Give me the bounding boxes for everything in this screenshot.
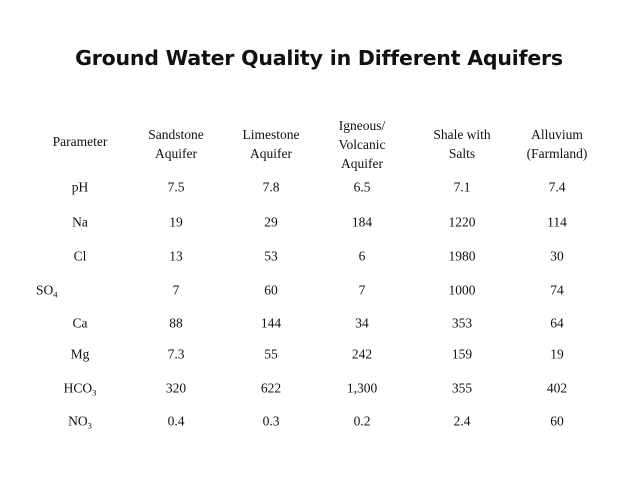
- column-header: [148, 125, 204, 163]
- table-cell: 353: [451, 315, 473, 331]
- column-header-line: Alluvium: [531, 127, 583, 142]
- row-parameter: [71, 345, 90, 364]
- column-header-line: Aquifer: [155, 146, 197, 161]
- column-header-line: Parameter: [52, 134, 108, 149]
- column-header-line: Volcanic: [338, 137, 386, 152]
- table-cell: 7: [358, 282, 366, 298]
- column-header: [433, 125, 490, 163]
- slide-title: Ground Water Quality in Different Aquifers: [75, 46, 563, 70]
- table-cell: 7.5: [167, 179, 185, 195]
- row-parameter: [72, 178, 89, 197]
- table-cell: 7.4: [548, 179, 566, 195]
- column-header-line: Aquifer: [250, 146, 292, 161]
- table-cell: 60: [550, 413, 564, 429]
- table-cell: 7.3: [167, 346, 185, 362]
- table-cell: 402: [546, 380, 568, 396]
- table-cell: 55: [264, 346, 278, 362]
- column-header: [339, 116, 386, 173]
- table-cell: 53: [264, 248, 278, 264]
- table-cell: 0.4: [167, 413, 185, 429]
- parameter-symbol: Na: [72, 214, 88, 230]
- row-parameter: [73, 314, 88, 333]
- column-header: [243, 125, 300, 163]
- table-cell: 7: [172, 282, 180, 298]
- table-cell: 355: [451, 380, 473, 396]
- column-header-line: Salts: [448, 146, 476, 161]
- parameter-subscript: 4: [53, 289, 58, 300]
- table-cell: 242: [351, 346, 373, 362]
- parameter-subscript: 3: [92, 387, 97, 398]
- parameter-symbol: Mg: [70, 346, 90, 362]
- parameter-symbol: Cl: [73, 248, 87, 264]
- parameter-symbol: NO: [68, 413, 88, 429]
- table-cell: 7.1: [453, 179, 471, 195]
- table-cell: 114: [547, 214, 567, 230]
- table-cell: 64: [550, 315, 564, 331]
- table-cell: 29: [264, 214, 278, 230]
- column-header-line: Igneous/: [338, 118, 386, 133]
- table-cell: 144: [260, 315, 282, 331]
- table-cell: 2.4: [453, 413, 471, 429]
- table-cell: 19: [550, 346, 564, 362]
- row-parameter: [64, 379, 97, 398]
- table-cell: 1220: [448, 214, 476, 230]
- row-parameter: [68, 412, 92, 431]
- table-cell: 19: [169, 214, 183, 230]
- parameter-symbol: pH: [71, 179, 89, 195]
- column-header-line: Shale with: [433, 127, 491, 142]
- table-cell: 6.5: [353, 179, 371, 195]
- table-cell: 0.2: [353, 413, 371, 429]
- table-cell: 6: [358, 248, 366, 264]
- row-parameter: [72, 213, 88, 232]
- table-cell: 60: [264, 282, 278, 298]
- table-cell: 622: [260, 380, 282, 396]
- parameter-symbol: HCO: [63, 380, 93, 396]
- table-cell: 159: [451, 346, 473, 362]
- column-header: [527, 125, 588, 163]
- column-header-line: Sandstone: [148, 127, 204, 142]
- column-header-line: Limestone: [242, 127, 300, 142]
- parameter-subscript: 3: [87, 420, 92, 431]
- column-header-line: (Farmland): [526, 146, 588, 161]
- column-header-line: Aquifer: [341, 156, 383, 171]
- table-cell: 1000: [448, 282, 476, 298]
- table-cell: 30: [550, 248, 564, 264]
- parameter-symbol: SO: [36, 282, 54, 298]
- parameter-symbol: Ca: [72, 315, 88, 331]
- table-cell: 13: [169, 248, 183, 264]
- row-parameter: [74, 247, 87, 266]
- table-cell: 1980: [448, 248, 476, 264]
- table-cell: 320: [165, 380, 187, 396]
- table-cell: 74: [550, 282, 564, 298]
- table-cell: 7.8: [262, 179, 280, 195]
- table-cell: 88: [169, 315, 183, 331]
- table-cell: 184: [351, 214, 373, 230]
- table-cell: 1,300: [346, 380, 378, 396]
- table-cell: 34: [355, 315, 369, 331]
- column-header: [53, 132, 108, 151]
- row-parameter: [36, 281, 58, 300]
- table-cell: 0.3: [262, 413, 280, 429]
